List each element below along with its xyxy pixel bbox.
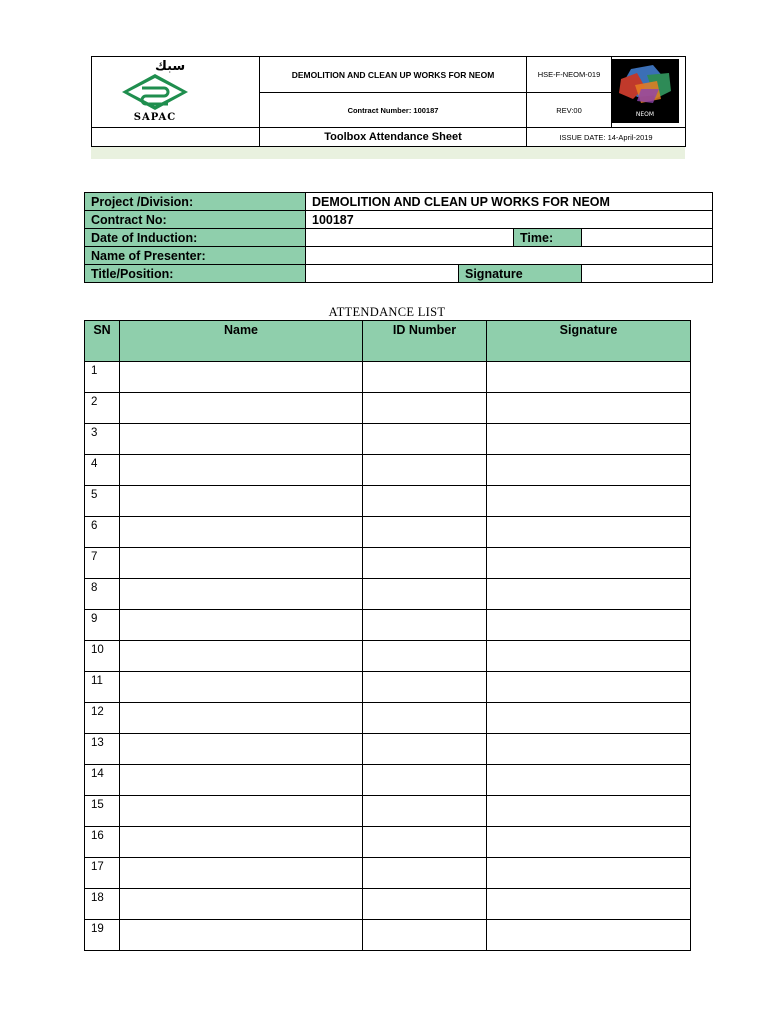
row-id-cell[interactable] — [363, 424, 487, 455]
signature-label: Signature — [459, 265, 582, 283]
header-project-title: DEMOLITION AND CLEAN UP WORKS FOR NEOM — [260, 57, 527, 93]
row-sn: 16 — [85, 827, 120, 858]
row-sn: 14 — [85, 765, 120, 796]
sapac-logo — [100, 58, 250, 124]
row-id-cell[interactable] — [363, 734, 487, 765]
row-id-cell[interactable] — [363, 517, 487, 548]
row-id-cell[interactable] — [363, 486, 487, 517]
header-rev: REV:00 — [527, 93, 612, 128]
table-row — [85, 548, 691, 579]
row-signature-cell[interactable] — [487, 486, 691, 517]
header-contract-number: Contract Number: 100187 — [260, 93, 527, 128]
row-id-cell[interactable] — [363, 889, 487, 920]
neom-logo — [611, 59, 679, 123]
project-label: Project /Division: — [85, 193, 306, 211]
table-row — [85, 703, 691, 734]
row-sn: 15 — [85, 796, 120, 827]
row-signature-cell[interactable] — [487, 393, 691, 424]
row-name-cell[interactable] — [120, 734, 363, 765]
row-sn: 12 — [85, 703, 120, 734]
neom-text: NEOM — [635, 111, 655, 118]
row-id-cell[interactable] — [363, 765, 487, 796]
table-row — [85, 641, 691, 672]
row-name-cell[interactable] — [120, 827, 363, 858]
column-header-name: Name — [120, 321, 363, 362]
project-info-table — [84, 192, 713, 283]
row-id-cell[interactable] — [363, 703, 487, 734]
header-doc-code: HSE-F-NEOM-019 — [527, 57, 612, 93]
row-signature-cell[interactable] — [487, 734, 691, 765]
row-id-cell[interactable] — [363, 610, 487, 641]
row-name-cell[interactable] — [120, 362, 363, 393]
row-sn: 17 — [85, 858, 120, 889]
column-header-id: ID Number — [363, 321, 487, 362]
table-row — [85, 517, 691, 548]
table-row — [85, 455, 691, 486]
row-signature-cell[interactable] — [487, 858, 691, 889]
table-row — [85, 734, 691, 765]
row-id-cell[interactable] — [363, 827, 487, 858]
column-header-sn: SN — [85, 321, 120, 362]
sapac-arabic-text: سبك — [155, 59, 186, 74]
contract-value: 100187 — [306, 211, 713, 229]
row-name-cell[interactable] — [120, 610, 363, 641]
row-signature-cell[interactable] — [487, 641, 691, 672]
header-empty-cell — [92, 128, 260, 147]
table-row — [85, 796, 691, 827]
row-id-cell[interactable] — [363, 548, 487, 579]
row-signature-cell[interactable] — [487, 548, 691, 579]
row-signature-cell[interactable] — [487, 455, 691, 486]
row-id-cell[interactable] — [363, 362, 487, 393]
row-id-cell[interactable] — [363, 455, 487, 486]
sapac-text: SAPAC — [133, 112, 177, 123]
induction-value[interactable] — [306, 229, 514, 247]
row-sn: 5 — [85, 486, 120, 517]
row-sn: 8 — [85, 579, 120, 610]
row-name-cell[interactable] — [120, 455, 363, 486]
row-name-cell[interactable] — [120, 765, 363, 796]
row-signature-cell[interactable] — [487, 765, 691, 796]
row-signature-cell[interactable] — [487, 517, 691, 548]
signature-value[interactable] — [582, 265, 713, 283]
attendance-table — [84, 320, 691, 951]
row-signature-cell[interactable] — [487, 672, 691, 703]
row-name-cell[interactable] — [120, 672, 363, 703]
row-id-cell[interactable] — [363, 641, 487, 672]
header-sheet-title: Toolbox Attendance Sheet — [260, 128, 527, 147]
row-name-cell[interactable] — [120, 517, 363, 548]
title-position-label: Title/Position: — [85, 265, 306, 283]
row-name-cell[interactable] — [120, 796, 363, 827]
title-position-value[interactable] — [306, 265, 459, 283]
row-sn: 2 — [85, 393, 120, 424]
row-signature-cell[interactable] — [487, 920, 691, 951]
time-value[interactable] — [582, 229, 713, 247]
project-value: DEMOLITION AND CLEAN UP WORKS FOR NEOM — [306, 193, 713, 211]
attendance-body — [85, 362, 691, 951]
row-name-cell[interactable] — [120, 920, 363, 951]
row-signature-cell[interactable] — [487, 827, 691, 858]
row-name-cell[interactable] — [120, 424, 363, 455]
row-signature-cell[interactable] — [487, 703, 691, 734]
row-sn: 13 — [85, 734, 120, 765]
presenter-value[interactable] — [306, 247, 713, 265]
contract-label: Contract No: — [85, 211, 306, 229]
presenter-label: Name of Presenter: — [85, 247, 306, 265]
row-sn: 6 — [85, 517, 120, 548]
row-sn: 18 — [85, 889, 120, 920]
table-row — [85, 579, 691, 610]
row-name-cell[interactable] — [120, 641, 363, 672]
row-sn: 9 — [85, 610, 120, 641]
table-row — [85, 424, 691, 455]
table-row — [85, 827, 691, 858]
row-id-cell[interactable] — [363, 672, 487, 703]
row-id-cell[interactable] — [363, 796, 487, 827]
row-signature-cell[interactable] — [487, 424, 691, 455]
table-row — [85, 393, 691, 424]
row-sn: 19 — [85, 920, 120, 951]
row-sn: 7 — [85, 548, 120, 579]
table-row — [85, 610, 691, 641]
row-id-cell[interactable] — [363, 579, 487, 610]
row-signature-cell[interactable] — [487, 579, 691, 610]
row-name-cell[interactable] — [120, 579, 363, 610]
row-name-cell[interactable] — [120, 486, 363, 517]
attendance-title: ATTENDANCE LIST — [328, 305, 446, 319]
header-band — [91, 147, 685, 159]
row-name-cell[interactable] — [120, 393, 363, 424]
row-id-cell[interactable] — [363, 858, 487, 889]
table-row — [85, 765, 691, 796]
header-issue-date: ISSUE DATE: 14-April-2019 — [527, 128, 686, 147]
table-row — [85, 362, 691, 393]
row-id-cell[interactable] — [363, 920, 487, 951]
row-sn: 10 — [85, 641, 120, 672]
row-name-cell[interactable] — [120, 703, 363, 734]
column-header-signature: Signature — [487, 321, 691, 362]
table-row — [85, 858, 691, 889]
table-row — [85, 672, 691, 703]
row-sn: 11 — [85, 672, 120, 703]
row-signature-cell[interactable] — [487, 362, 691, 393]
table-row — [85, 889, 691, 920]
row-sn: 4 — [85, 455, 120, 486]
time-label: Time: — [514, 229, 582, 247]
row-signature-cell[interactable] — [487, 610, 691, 641]
row-name-cell[interactable] — [120, 889, 363, 920]
table-row — [85, 920, 691, 951]
row-name-cell[interactable] — [120, 548, 363, 579]
row-signature-cell[interactable] — [487, 796, 691, 827]
row-sn: 3 — [85, 424, 120, 455]
induction-label: Date of Induction: — [85, 229, 306, 247]
table-row — [85, 486, 691, 517]
row-signature-cell[interactable] — [487, 889, 691, 920]
row-id-cell[interactable] — [363, 393, 487, 424]
row-name-cell[interactable] — [120, 858, 363, 889]
row-sn: 1 — [85, 362, 120, 393]
